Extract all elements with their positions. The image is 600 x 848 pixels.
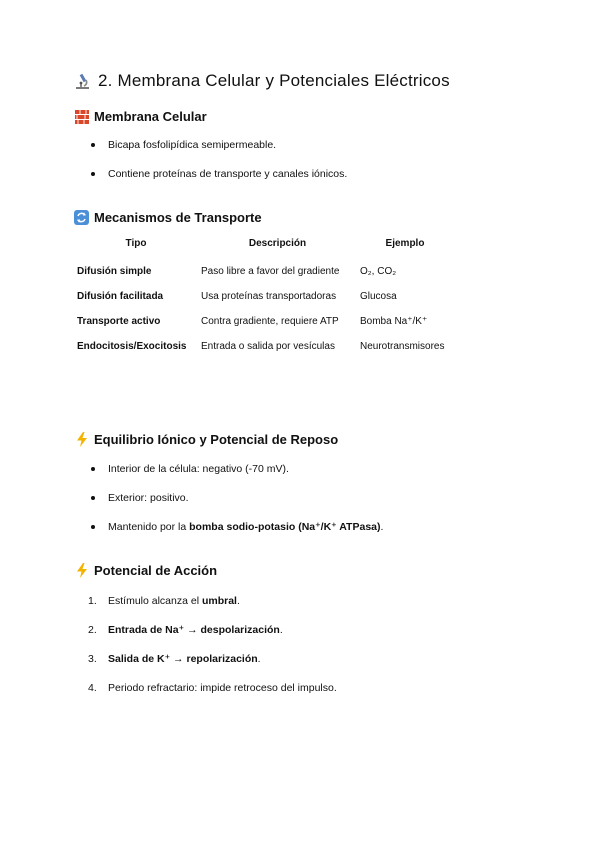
list-item-text: Estímulo alcanza el umbral. <box>108 594 240 607</box>
step-number: 1. <box>88 594 97 607</box>
list-item-text: Salida de K⁺ → repolarización. <box>108 652 261 665</box>
table-cell-descripcion: Entrada o salida por vesículas <box>201 341 335 352</box>
list-item <box>88 644 528 673</box>
bullet <box>91 172 95 176</box>
table-cell-ejemplo: O₂, CO₂ <box>360 266 397 277</box>
list-item-text: Mantenido por la bomba sodio-potasio (Na⁺/K⁺ ATPasa). <box>108 520 384 533</box>
transport-table <box>74 236 453 364</box>
table-cell-descripcion: Paso libre a favor del gradiente <box>201 266 340 277</box>
table-row <box>74 289 453 314</box>
accion-steps-list <box>88 586 528 702</box>
list-item <box>88 615 528 644</box>
brick-icon <box>74 109 89 124</box>
table-cell-descripcion: Contra gradiente, requiere ATP <box>201 316 339 327</box>
table-row <box>74 339 453 364</box>
step-number: 4. <box>88 681 97 694</box>
table-row <box>74 314 453 339</box>
step-number: 2. <box>88 623 97 636</box>
table-cell-tipo: Difusión simple <box>77 266 152 277</box>
table-cell-ejemplo: Bomba Na⁺/K⁺ <box>360 316 428 327</box>
list-item <box>88 483 528 512</box>
list-item <box>88 130 528 159</box>
list-item <box>88 586 528 615</box>
bullet <box>91 496 95 500</box>
list-item-text: Interior de la célula: negativo (-70 mV). <box>108 462 289 475</box>
table-row <box>74 264 453 289</box>
section-heading-text: Membrana Celular <box>94 109 207 124</box>
equilibrio-list <box>88 454 528 541</box>
table-cell-ejemplo: Glucosa <box>360 291 397 302</box>
list-item-text: Entrada de Na⁺ → despolarización. <box>108 623 283 636</box>
section-heading-text: Equilibrio Iónico y Potencial de Reposo <box>94 432 339 447</box>
column-header-ejemplo: Ejemplo <box>385 238 425 249</box>
list-item <box>88 454 528 483</box>
section-heading-text: Mecanismos de Transporte <box>94 210 262 225</box>
step-number: 3. <box>88 652 97 665</box>
table-cell-tipo: Difusión facilitada <box>77 291 164 302</box>
table-cell-ejemplo: Neurotransmisores <box>360 341 445 352</box>
table-cell-descripcion: Usa proteínas transportadoras <box>201 291 337 302</box>
arrows-cycle-icon <box>74 210 89 225</box>
table-header-row <box>74 236 453 264</box>
column-header-descripcion: Descripción <box>248 238 307 249</box>
list-item <box>88 512 528 541</box>
list-item-text: Exterior: positivo. <box>108 491 189 504</box>
list-item-text: Bicapa fosfolipídica semipermeable. <box>108 138 277 151</box>
section-heading-transporte <box>74 210 262 225</box>
bullet <box>91 143 95 147</box>
section-heading-equilibrio <box>74 432 338 447</box>
lightning-icon <box>74 563 89 578</box>
list-item-text: Contiene proteínas de transporte y canales iónicos. <box>108 167 348 180</box>
microscope-icon <box>74 72 92 90</box>
section-heading-membrana <box>74 109 207 124</box>
section-heading-accion <box>74 563 217 578</box>
list-item <box>88 159 528 188</box>
lightning-icon <box>74 432 89 447</box>
page-title <box>74 71 450 91</box>
list-item-text: Periodo refractario: impide retroceso del impulso. <box>108 681 337 694</box>
bullet <box>91 525 95 529</box>
membrana-list <box>88 130 528 188</box>
section-heading-text: Potencial de Acción <box>94 563 218 578</box>
bullet <box>91 467 95 471</box>
column-header-tipo: Tipo <box>125 238 147 249</box>
table-cell-tipo: Transporte activo <box>77 316 161 327</box>
list-item <box>88 673 528 702</box>
page-title-text: 2. Membrana Celular y Potenciales Eléctricos <box>98 71 450 90</box>
table-cell-tipo: Endocitosis/Exocitosis <box>77 341 187 352</box>
